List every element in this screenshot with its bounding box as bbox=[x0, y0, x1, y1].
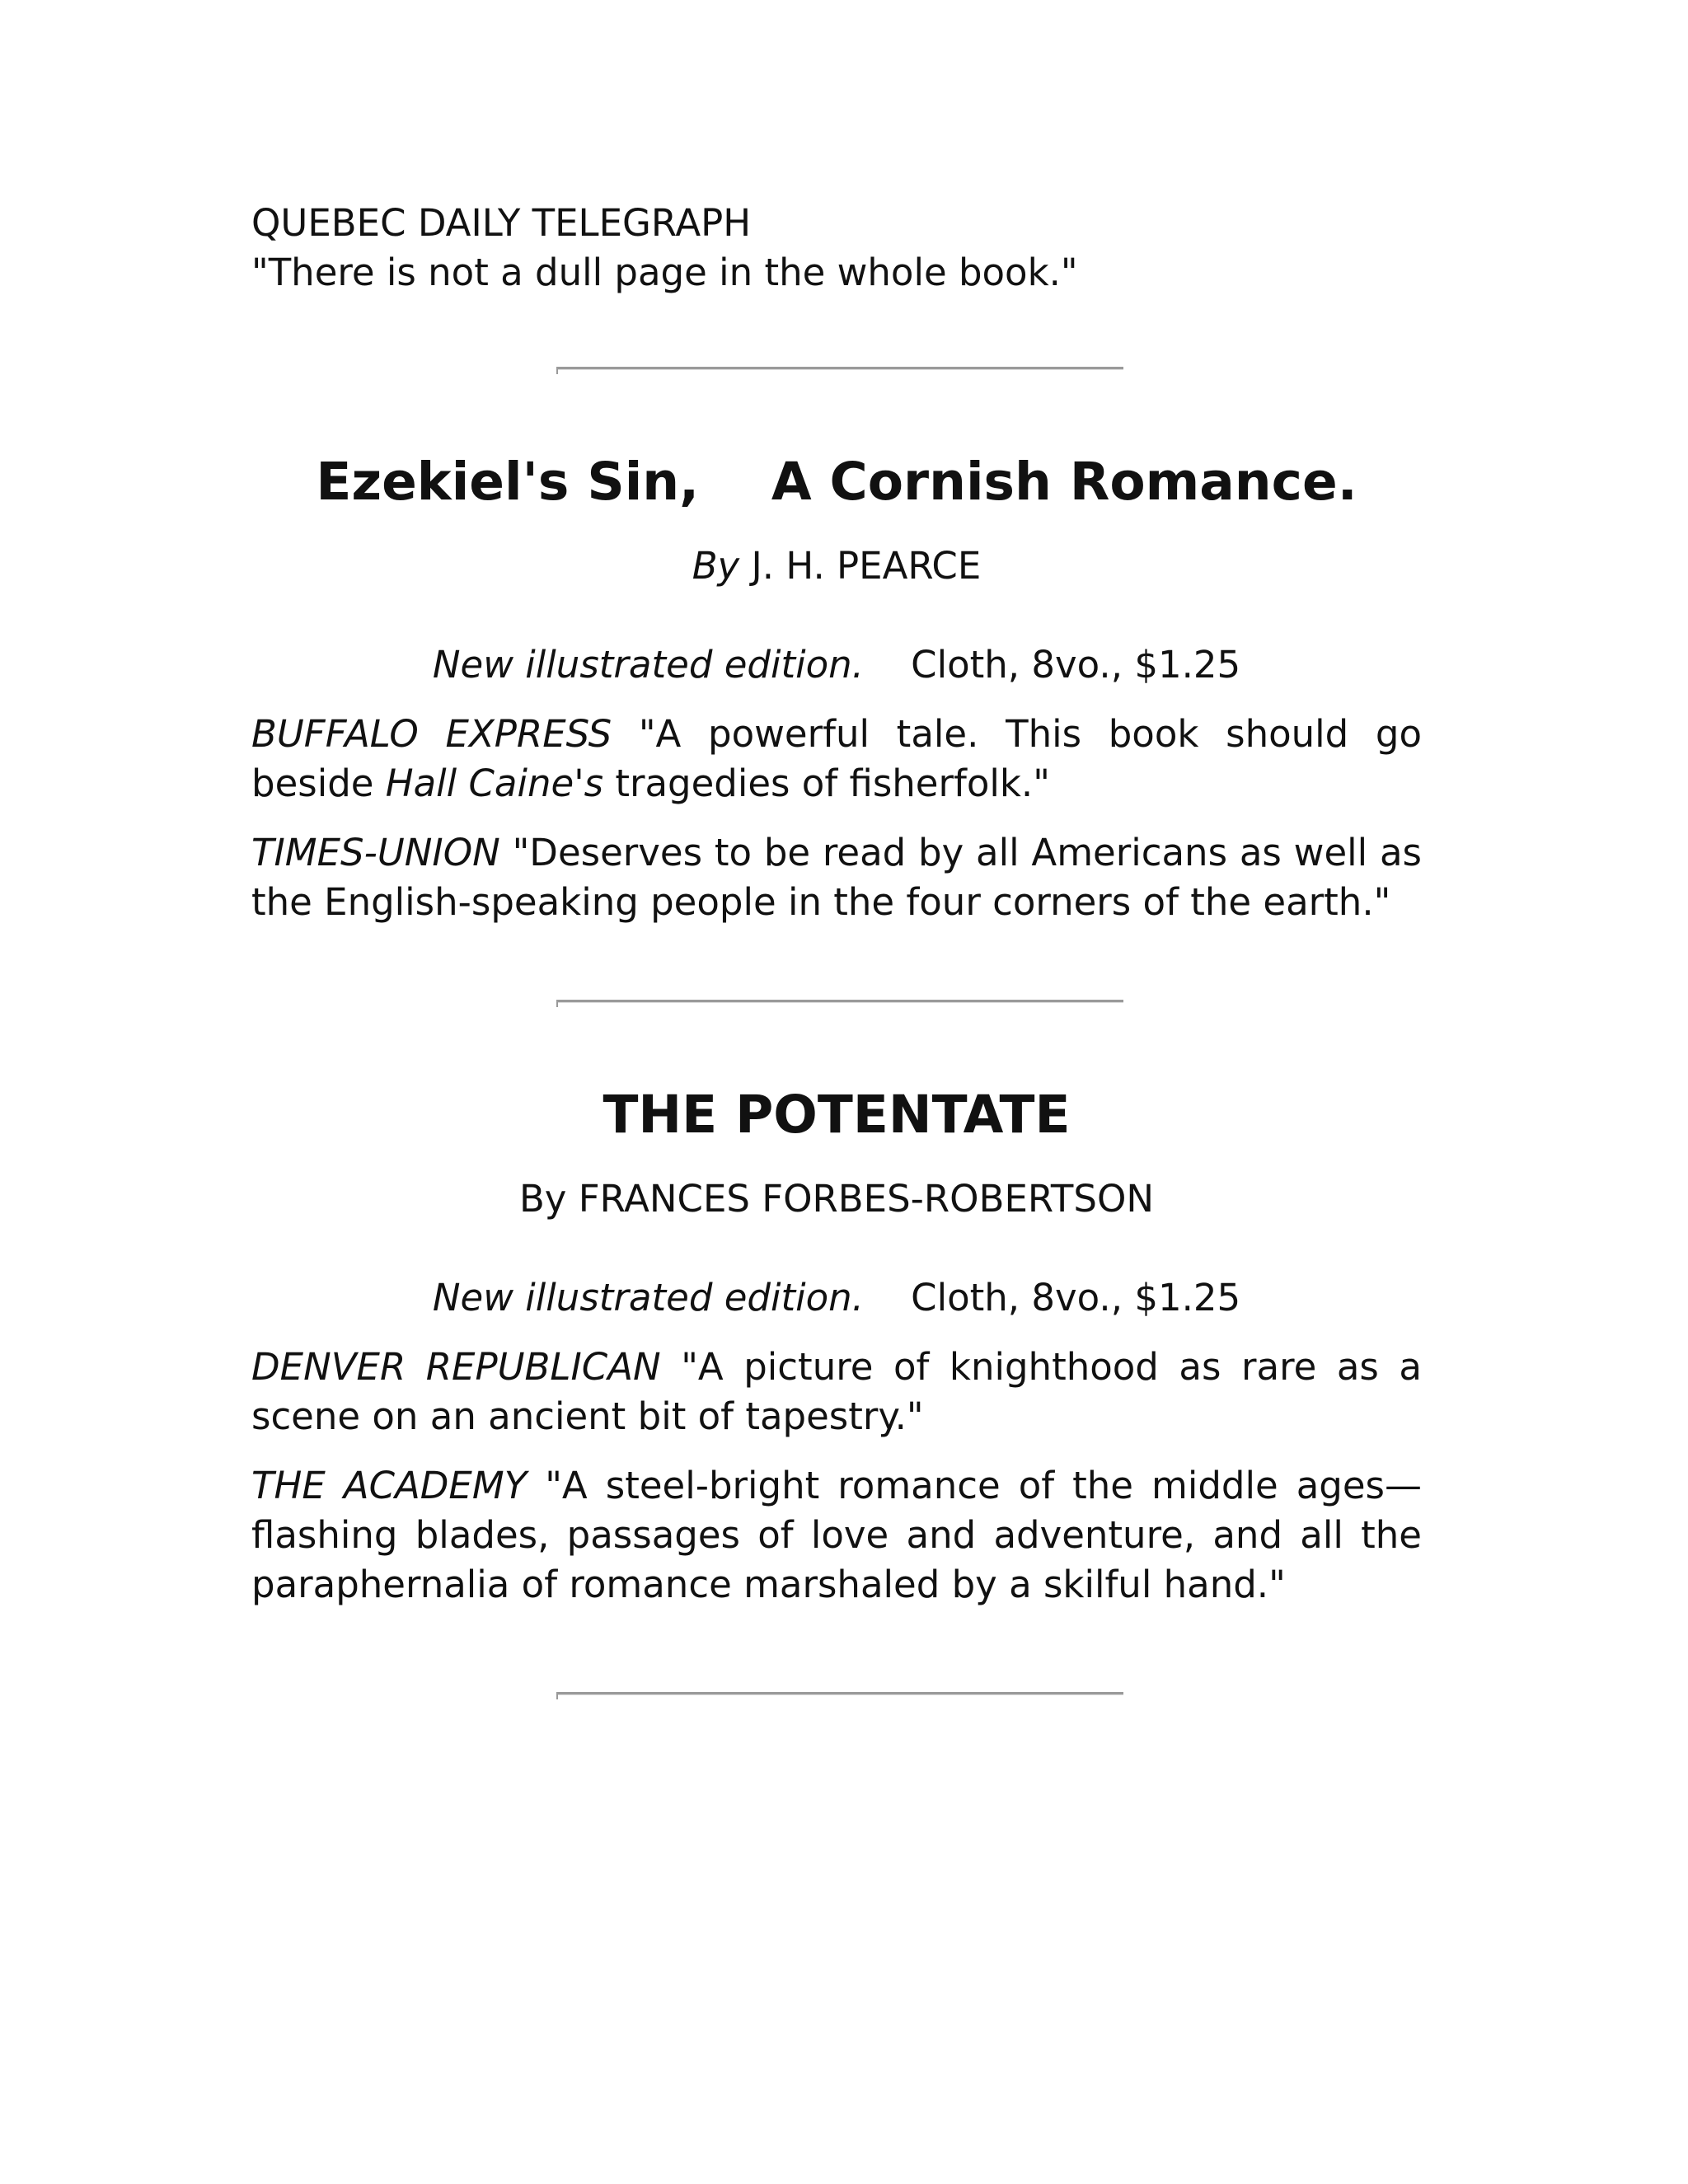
book1-review-text-after: tragedies of fisherfolk." bbox=[615, 762, 1050, 805]
book1-review-buffalo bbox=[251, 710, 1422, 808]
book2-title: THE POTENTATE bbox=[603, 1085, 1071, 1145]
book1-review2-text: "Deserves to be read by all Americans as well as the English-speaking people in the four corners of the earth." bbox=[251, 831, 1422, 924]
book1-review-italic-name: Hall Caine's bbox=[385, 762, 604, 805]
book1-title-part2: A Cornish Romance. bbox=[771, 452, 1357, 512]
book1-price: Cloth, 8vo., $1.25 bbox=[911, 643, 1241, 687]
intro-source: QUEBEC DAILY TELEGRAPH bbox=[251, 201, 752, 245]
book2-edition-label: New illustrated edition. bbox=[432, 1276, 864, 1319]
divider-2 bbox=[556, 1000, 1123, 1003]
book-the-potentate bbox=[251, 1082, 1422, 1610]
book2-review2-text: "A steel-bright romance of the middle ages—flashing blades, passages of love and adventure, and all the paraphernalia of romance marshaled by a skilful hand." bbox=[251, 1464, 1422, 1606]
intro-quote: "There is not a dull page in the whole book." bbox=[251, 251, 1078, 294]
book2-edition bbox=[251, 1273, 1422, 1323]
book2-review-text: "A picture of knighthood as rare as a scene on an ancient bit of tapestry." bbox=[251, 1345, 1422, 1438]
book2-byline: By FRANCES FORBES-ROBERTSON bbox=[518, 1177, 1155, 1221]
book2-review2-source: THE ACADEMY bbox=[251, 1464, 528, 1507]
book2-review-denver bbox=[251, 1343, 1422, 1441]
book1-title bbox=[251, 449, 1422, 515]
divider-1 bbox=[556, 367, 1123, 370]
book2-review-academy bbox=[251, 1461, 1422, 1610]
book-ezekiels-sin bbox=[251, 449, 1422, 927]
book1-review-source: BUFFALO EXPRESS bbox=[251, 712, 612, 756]
book1-byline bbox=[251, 541, 1422, 591]
book1-review-text: "A powerful tale. This book should go beside bbox=[251, 712, 1422, 805]
intro-review bbox=[251, 199, 1422, 298]
book2-review-source: DENVER REPUBLICAN bbox=[251, 1345, 661, 1389]
document-page bbox=[251, 194, 1422, 1695]
book1-edition bbox=[251, 640, 1422, 690]
book1-review2-source: TIMES-UNION bbox=[251, 831, 500, 874]
book1-title-part1: Ezekiel's Sin, bbox=[316, 452, 700, 512]
book2-price: Cloth, 8vo., $1.25 bbox=[911, 1276, 1241, 1319]
book1-edition-label: New illustrated edition. bbox=[432, 643, 864, 687]
book1-author: J. H. PEARCE bbox=[751, 544, 982, 588]
divider-3 bbox=[556, 1692, 1123, 1695]
book1-by-label: By bbox=[692, 544, 740, 588]
book1-review-times-union bbox=[251, 828, 1422, 927]
